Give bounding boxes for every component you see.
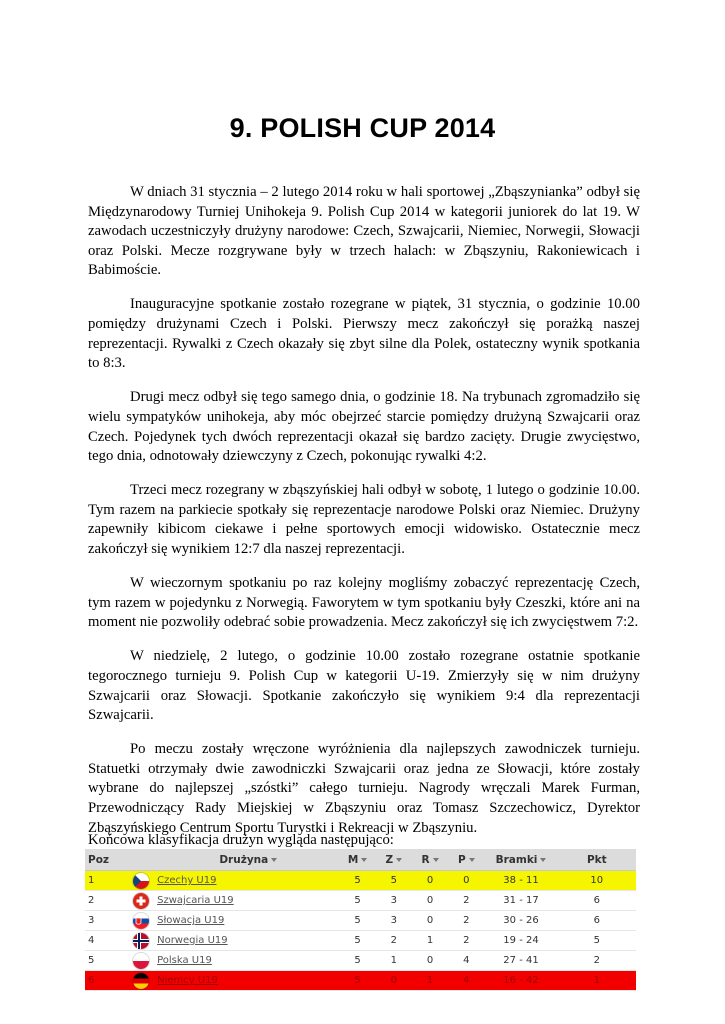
cell-m: 5 — [339, 951, 375, 971]
header-pts[interactable]: Pkt — [558, 849, 636, 871]
header-p[interactable]: P — [448, 849, 484, 871]
paragraph: W niedzielę, 2 lutego, o godzinie 10.00 zostało rozegrane ostatnie spotkanie tegorocznego turnieju 9. Polish Cup w kategorii U-19. Zmierzyły się w nim drużyny Szwajcarii oraz Słowacji. Spotkanie zakończyło się wynikiem 9:4 dla reprezentacji Szwajcarii. — [88, 648, 640, 724]
header-z[interactable]: Z — [376, 849, 412, 871]
cell-m: 5 — [339, 891, 375, 911]
slovak-flag-icon — [133, 913, 149, 929]
sort-down-icon — [361, 858, 367, 862]
header-m[interactable]: M — [339, 849, 375, 871]
page-title: 9. POLISH CUP 2014 — [229, 113, 496, 143]
cell-pts: 2 — [558, 951, 636, 971]
team-link[interactable]: Norwegia U19 — [157, 935, 228, 946]
cell-pts: 5 — [558, 931, 636, 951]
cell-r: 0 — [412, 911, 448, 931]
cell-z: 3 — [376, 891, 412, 911]
cell-pos: 3 — [85, 911, 126, 931]
cell-z: 5 — [376, 871, 412, 891]
cell-r: 0 — [412, 951, 448, 971]
czech-flag-icon — [133, 873, 149, 889]
cell-r: 0 — [412, 871, 448, 891]
header-flag — [126, 849, 158, 871]
team-link[interactable]: Polska U19 — [157, 955, 212, 966]
header-team[interactable]: Drużyna — [157, 849, 339, 871]
team-link[interactable]: Szwajcaria U19 — [157, 895, 234, 906]
sort-down-icon — [396, 858, 402, 862]
cell-m: 5 — [339, 931, 375, 951]
sort-down-icon — [469, 858, 475, 862]
table-row — [85, 911, 636, 931]
cell-p: 0 — [448, 871, 484, 891]
norway-flag-icon — [133, 933, 149, 949]
table-row — [85, 891, 636, 911]
table-row — [85, 971, 636, 991]
team-link[interactable]: Słowacja U19 — [157, 915, 225, 926]
cell-m: 5 — [339, 971, 375, 991]
cell-pts: 10 — [558, 871, 636, 891]
cell-r: 1 — [412, 931, 448, 951]
germany-flag-icon — [133, 973, 149, 989]
cell-z: 3 — [376, 911, 412, 931]
sort-down-icon — [433, 858, 439, 862]
cell-p: 4 — [448, 951, 484, 971]
paragraph: Drugi mecz odbył się tego samego dnia, o godzinie 18. Na trybunach zgromadziło się wielu sympatyków unihokeja, aby móc obejrzeć starcie pomiędzy drużyną Szwajcarii oraz Czech. Pojedynek tych dwóch reprezentacji okazał się bardzo zacięty. Drugie zwycięstwo, tego dnia, odnotowały dziewczyny z Czech, pokonując rywalki 4:2. — [88, 389, 640, 465]
paragraph: Trzeci mecz rozegrany w zbąszyńskiej hali odbył w sobotę, 1 lutego o godzinie 10.00. Tym razem na parkiecie spotkały się reprezentacje narodowe Polski oraz Niemiec. Drużyny zapewniły kibicom ciekawe i pełne sportowych emocji widowisko. Ostatecznie mecz zakończył się wynikiem 12:7 dla naszej reprezentacji. — [88, 482, 640, 557]
paragraph: Po meczu zostały wręczone wyróżnienia dla najlepszych zawodniczek turnieju. Statuetki otrzymały dwie zawodniczki Szwajcarii oraz jedna ze Słowacji, które zostały wybrane do najlepszej „szóstki” całego turnieju. Nagrody wręczali Marek Furman, Przewodniczący Rady Miejskiej w Zbąszyniu oraz Tomasz Szczechowicz, Dyrektor Zbąszyńskiego Centrum Sportu Turystki i Rekreacji w Zbąszyniu. — [88, 741, 640, 836]
cell-pts: 6 — [558, 891, 636, 911]
cell-pos: 6 — [85, 971, 126, 991]
cell-pos: 1 — [85, 871, 126, 891]
cell-pos: 5 — [85, 951, 126, 971]
cell-m: 5 — [339, 871, 375, 891]
cell-pos: 4 — [85, 931, 126, 951]
sort-down-icon — [540, 858, 546, 862]
standings-table — [85, 849, 636, 991]
poland-flag-icon — [133, 953, 149, 969]
table-row — [85, 951, 636, 971]
sort-down-icon — [271, 858, 277, 862]
table-intro: Końcowa klasyfikacja drużyn wygląda następująco: — [88, 832, 394, 848]
cell-m: 5 — [339, 911, 375, 931]
cell-goals: 16 - 42 — [484, 971, 557, 991]
cell-goals: 30 - 26 — [484, 911, 557, 931]
table-row — [85, 871, 636, 891]
cell-r: 1 — [412, 971, 448, 991]
article-body — [88, 183, 640, 838]
paragraph: W wieczornym spotkaniu po raz kolejny mogliśmy zobaczyć reprezentację Czech, tym razem w pojedynku z Norwegią. Faworytem w tym spotkaniu były Czeszki, które ani na moment nie pozwoliły odebrać sobie prowadzenia. Mecz zakończył się ich zwycięstwem 7:2. — [88, 575, 640, 631]
header-goals[interactable]: Bramki — [484, 849, 557, 871]
cell-pts: 6 — [558, 911, 636, 931]
table-header-row — [85, 849, 636, 871]
cell-z: 1 — [376, 951, 412, 971]
cell-p: 2 — [448, 911, 484, 931]
paragraph: Inauguracyjne spotkanie zostało rozegrane w piątek, 31 stycznia, o godzinie 10.00 pomiędzy drużynami Czech i Polski. Pierwszy mecz zakończył się porażką naszej reprezentacji. Rywalki z Czech okazały się zbyt silne dla Polek, ostateczny wynik spotkania to 8:3. — [88, 296, 640, 372]
table-row — [85, 931, 636, 951]
cell-z: 0 — [376, 971, 412, 991]
header-r[interactable]: R — [412, 849, 448, 871]
cell-pts: 1 — [558, 971, 636, 991]
header-pos[interactable]: Poz — [85, 849, 126, 871]
cell-goals: 38 - 11 — [484, 871, 557, 891]
cell-p: 2 — [448, 891, 484, 911]
swiss-flag-icon — [133, 893, 149, 909]
cell-goals: 19 - 24 — [484, 931, 557, 951]
cell-goals: 27 - 41 — [484, 951, 557, 971]
cell-goals: 31 - 17 — [484, 891, 557, 911]
cell-z: 2 — [376, 931, 412, 951]
team-link[interactable]: Czechy U19 — [157, 875, 217, 886]
cell-p: 2 — [448, 931, 484, 951]
team-link[interactable]: Niemcy U19 — [157, 975, 218, 986]
paragraph: W dniach 31 stycznia – 2 lutego 2014 roku w hali sportowej „Zbąszynianka” odbył się Międzynarodowy Turniej Unihokeja 9. Polish Cup 2014 w kategorii juniorek do lat 19. W zawodach uczestniczyły drużyny narodowe: Czech, Szwajcarii, Niemiec, Norwegii, Słowacji oraz Polski. Mecze rozgrywane były w trzech halach: w Zbąszyniu, Rakoniewicach i Babimoście. — [88, 184, 640, 279]
cell-pos: 2 — [85, 891, 126, 911]
cell-r: 0 — [412, 891, 448, 911]
cell-p: 4 — [448, 971, 484, 991]
